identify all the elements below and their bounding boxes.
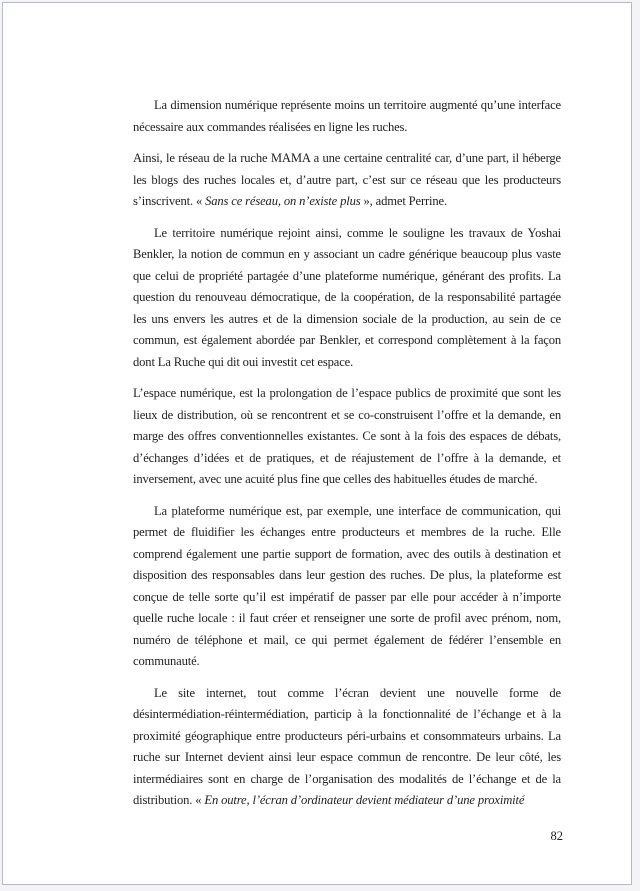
paragraph-plateforme-numerique xyxy=(133,501,561,673)
paragraph-territoire-benkler xyxy=(133,223,561,374)
text-segment: La plateforme numérique est, par exemple, une interface de communication, qui permet de fluidifier les échanges entre producteurs et membres de la ruche. Elle comprend également une partie support de formation, avec des outils à destination et disposition des responsables dans leur gestion des ruches. De plus, la plateforme est conçue de telle sorte qu’il est impératif de passer par elle pour accéder à n’importe quelle ruche locale : il faut créer et renseigner une sorte de profil avec prénom, nom, numéro de téléphone et mail, ce qui permet également de fédérer l’ensemble en communauté. xyxy=(133,503,561,668)
italic-quote-segment: Sans ce réseau, on n’existe plus xyxy=(205,194,361,208)
document-body xyxy=(133,95,561,822)
paragraph-dimension-numerique xyxy=(133,95,561,138)
text-segment: Le site internet, tout comme l’écran devient une nouvelle forme de désintermédiation-réintermédiation, particip à la fonctionnalité de l’échange et à la proximité géographique entre producteurs péri-urbains et consommateurs urbains. La ruche sur Internet devient ainsi leur espace commun de rencontre. De leur côté, les intermédiaires sont en charge de l’organisation des modalités de l’échange et de la distribution. « xyxy=(133,685,561,807)
text-segment: », admet Perrine. xyxy=(360,194,447,208)
text-segment: Ainsi, le réseau de la ruche MAMA a une certaine centralité car, d’une part, il héberge les blogs des ruches locales et, d’autre part, c’est sur ce réseau que les producteurs s’inscrivent. « xyxy=(133,151,561,208)
page-number: 82 xyxy=(550,829,563,843)
text-segment: La dimension numérique représente moins un territoire augmenté qu’une interface nécessaire aux commandes réalisées en ligne les ruches. xyxy=(133,98,561,134)
document-page xyxy=(2,2,632,885)
text-segment: L’espace numérique, est la prolongation de l’espace publics de proximité que sont les lieux de distribution, où se rencontrent et se co-construisent l’offre et la demande, en marge des offres conventionnelles existantes. Ce sont à la fois des espaces de débats, d’échanges d’idées et de pratiques, et de réajustement de l’offre à la demande, et inversement, avec une acuité plus fine que celles des habituelles études de marché. xyxy=(133,386,561,486)
paragraph-espace-numerique xyxy=(133,383,561,491)
paragraph-site-internet xyxy=(133,683,561,812)
italic-quote-segment: En outre, l’écran d’ordinateur devient médiateur d’une proximité xyxy=(204,793,525,807)
paragraph-reseau-mama xyxy=(133,148,561,213)
text-segment: Le territoire numérique rejoint ainsi, comme le souligne les travaux de Yoshai Benkler, la notion de commun en y associant un cadre générique beaucoup plus vaste que celui de propriété partagée d’une plateforme numérique, générant des profits. La question du renouveau démocratique, de la coopération, de la responsabilité partagée les uns envers les autres et de la dimension sociale de la production, au sein de ce commun, est également abordée par Benkler, et correspond complètement à la façon dont La Ruche qui dit oui investit cet espace. xyxy=(133,225,561,369)
